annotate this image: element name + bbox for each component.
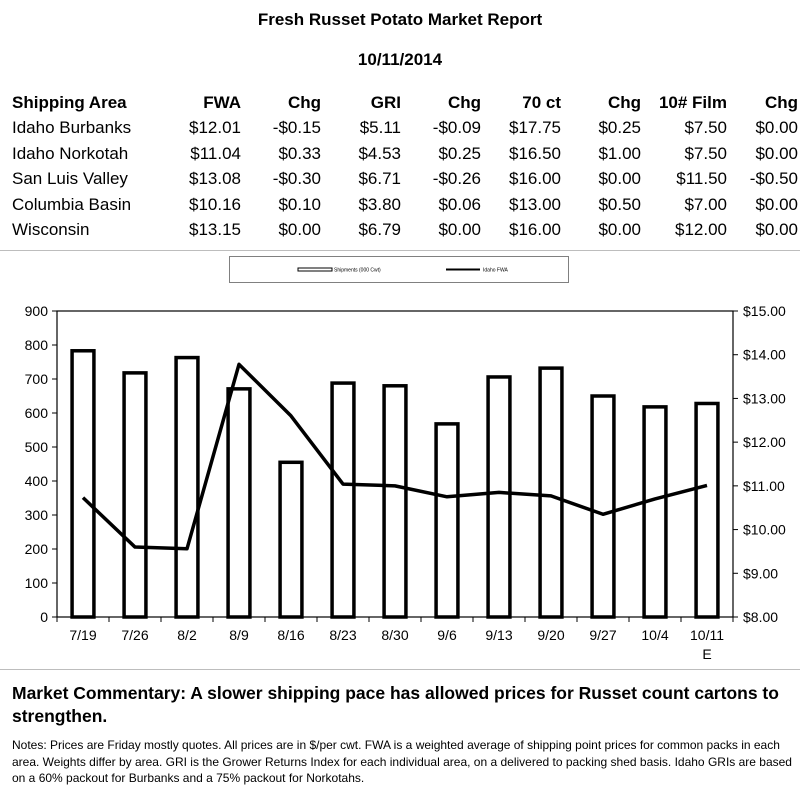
price-cell: $7.00 [684,194,727,214]
report-date: 10/11/2014 [357,50,443,69]
price-cell: $13.08 [189,169,241,189]
shipment-bar [644,407,666,617]
x-tick-label: 8/9 [229,627,249,643]
price-table [10,90,800,243]
price-cell: $0.00 [598,220,641,240]
y2-tick-label: $13.00 [743,390,786,407]
price-cell: -$0.09 [432,118,481,138]
table-row [10,141,800,167]
y-tick-label: 500 [24,439,48,455]
y2-tick-label: $10.00 [743,521,786,538]
y2-tick-label: $15.00 [743,303,786,319]
shipment-bar [540,368,562,617]
report-title: Fresh Russet Potato Market Report [257,10,543,29]
y-tick-label: 200 [24,541,48,557]
shipping-area-cell: San Luis Valley [12,169,128,189]
price-cell: $17.75 [509,118,561,138]
price-cell: $0.25 [598,118,641,138]
y-tick-label: 100 [24,575,48,591]
shipment-bar [696,403,718,617]
x-tick-label: 8/2 [177,627,197,643]
notes: Notes: Prices are Friday mostly quotes. All prices are in $/per cwt. FWA is a weighted average of shipping point prices for common packs in each area. Weights differ by area. GRI is the Grower Returns Index for each individual area, on a delivered to packing shed basis. Idaho GRIs are based on a 60% packout for Burbanks and a 75% packout for Norkotahs. [12,738,792,785]
price-cell: $1.00 [598,143,641,163]
price-cell: $0.00 [755,194,798,214]
divider [0,250,800,251]
col-header: 10# Film [658,92,727,112]
x-tick-label: 9/27 [589,627,617,643]
col-header: Chg [447,92,481,112]
x-tick-label: E [702,646,712,662]
table-row [10,192,800,218]
price-cell: $0.33 [278,143,321,163]
y-tick-label: 0 [40,609,48,625]
price-cell: $0.00 [755,118,798,138]
col-header: Shipping Area [12,92,127,112]
col-header: 70 ct [522,92,561,112]
price-cell: $7.50 [684,143,727,163]
price-cell: $13.15 [189,220,241,240]
x-tick-label: 9/20 [537,627,565,643]
y2-tick-label: $12.00 [743,434,786,451]
price-cell: $11.50 [676,169,727,189]
shipping-area-cell: Idaho Burbanks [12,118,132,138]
price-cell: $7.50 [684,118,727,138]
shipping-area-cell: Columbia Basin [12,194,132,214]
y-tick-label: 300 [24,507,48,523]
shipment-bar [592,396,614,617]
shipment-bar [280,462,302,617]
table-row [10,116,800,142]
price-cell: $16.00 [509,220,561,240]
y2-tick-label: $9.00 [743,565,779,582]
price-cell: $3.80 [358,194,401,214]
x-tick-label: 8/30 [381,627,409,643]
shipping-area-cell: Idaho Norkotah [12,143,129,163]
chart-legend [229,256,569,283]
price-cell: $4.53 [358,143,401,163]
price-cell: $16.00 [509,169,561,189]
price-cell: -$0.26 [432,169,481,189]
price-cell: $0.25 [438,143,481,163]
price-cell: $12.01 [189,118,241,138]
price-cell: $0.00 [755,220,798,240]
shipment-bar [124,373,146,617]
col-header: Chg [287,92,321,112]
x-tick-label: 9/13 [485,627,513,643]
col-header: FWA [203,92,241,112]
y2-tick-label: $8.00 [743,609,779,625]
price-cell: $0.50 [598,194,641,214]
y2-tick-label: $11.00 [743,477,785,494]
price-cell: $0.00 [755,143,798,163]
price-cell: $10.16 [189,194,241,214]
col-header: GRI [370,92,401,112]
price-cell: $13.00 [509,194,561,214]
col-header: Chg [764,92,798,112]
y-tick-label: 600 [24,405,48,421]
price-cell: $5.11 [359,118,401,138]
x-tick-label: 10/11 [690,627,724,643]
price-cell: $12.00 [675,220,727,240]
legend-label-shipments: Shipments (000 Cwt) [334,267,381,274]
y-tick-label: 400 [24,473,48,489]
price-cell: -$0.50 [749,169,798,189]
x-tick-label: 10/4 [641,627,669,643]
shipment-bar [332,383,354,617]
price-cell: $16.50 [509,143,561,163]
x-tick-label: 7/26 [121,627,149,643]
price-cell: $6.71 [358,169,401,189]
x-tick-label: 8/23 [329,627,357,643]
y-tick-label: 800 [24,337,48,353]
x-tick-label: 9/6 [437,627,457,643]
shipment-bar [384,386,406,617]
shipment-bar [176,358,198,617]
legend-swatch-shipments [298,268,332,271]
price-cell: -$0.30 [272,169,321,189]
shipment-bar [72,351,94,617]
price-cell: -$0.15 [272,118,321,138]
table-header-row [10,90,800,116]
price-cell: $11.04 [190,143,241,163]
y-tick-label: 700 [24,371,48,387]
price-cell: $0.00 [278,220,321,240]
x-tick-label: 7/19 [69,627,97,643]
x-tick-label: 8/16 [277,627,305,643]
shipping-area-cell: Wisconsin [12,220,90,240]
price-cell: $6.79 [358,220,401,240]
shipment-bar [228,389,250,617]
table-row [10,167,800,193]
col-header: Chg [607,92,641,112]
legend-label-fwa: Idaho FWA [483,267,508,274]
table-row [10,218,800,244]
price-cell: $0.06 [438,194,481,214]
y-tick-label: 900 [24,303,48,319]
price-cell: $0.00 [598,169,641,189]
shipments-fwa-chart [0,290,800,668]
divider [0,669,800,670]
shipment-bar [436,424,458,617]
price-cell: $0.00 [438,220,481,240]
y2-tick-label: $14.00 [743,346,786,363]
price-cell: $0.10 [278,194,321,214]
shipment-bar [488,377,510,617]
market-commentary: Market Commentary: A slower shipping pace has allowed prices for Russet count cartons to strengthen. [12,683,779,726]
